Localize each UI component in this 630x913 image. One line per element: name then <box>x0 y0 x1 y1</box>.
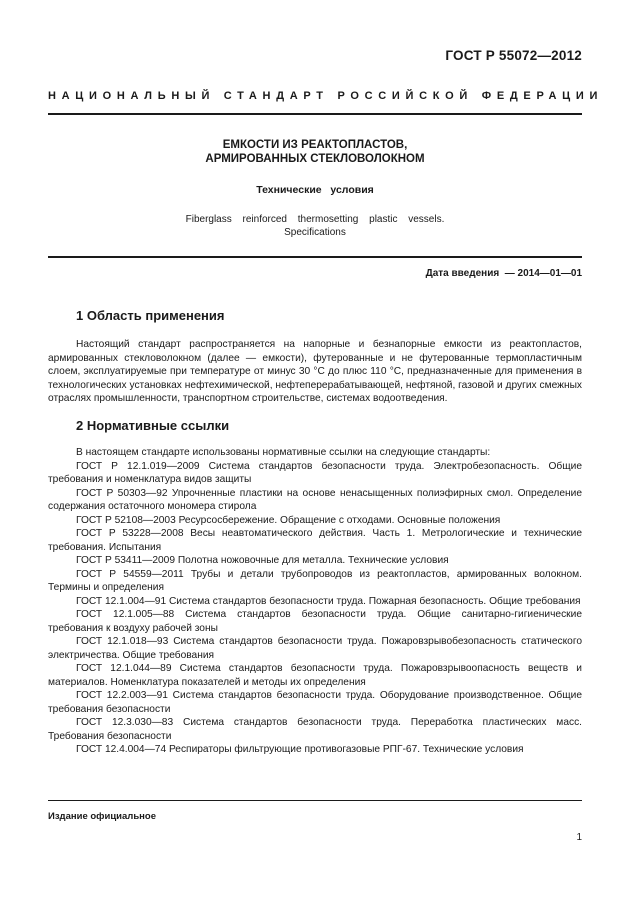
reference-item: В настоящем стандарте использованы нормативные ссылки на следующие стандарты: <box>76 447 491 458</box>
footer-divider <box>48 800 582 801</box>
reference-item: ГОСТ 12.1.004—91 Система стандартов безопасности труда. Пожарная безопасность. Общие требования <box>76 595 581 607</box>
reference-item: ГОСТ Р 50303—92 Упрочненные пластики на основе ненасыщенных полиэфирных смол. Определение содержания остаточного мономера стирола <box>48 487 582 512</box>
reference-item: ГОСТ 12.1.018—93 Система стандартов безопасности труда. Пожаровзрывобезопасность статического электричества. Общие требования <box>48 636 582 661</box>
english-title-line-1: Fiberglass reinforced thermosetting plastic vessels. <box>185 214 445 225</box>
title-divider <box>48 256 582 258</box>
reference-item: ГОСТ Р 12.1.019—2009 Система стандартов безопасности труда. Электробезопасность. Общие требования и номенклатура видов защиты <box>48 460 582 485</box>
header-divider <box>48 113 582 115</box>
introduction-date: Дата введения — 2014—01—01 <box>425 268 582 279</box>
national-standard-banner: НАЦИОНАЛЬНЫЙ СТАНДАРТ РОССИЙСКОЙ ФЕДЕРАЦИИ <box>48 90 604 102</box>
title-block <box>48 138 582 239</box>
section-2-heading: 2 Нормативные ссылки <box>76 418 230 433</box>
reference-item: ГОСТ Р 53228—2008 Весы неавтоматического действия. Часть 1. Метрологические и технические требования. Испытания <box>48 528 582 553</box>
normative-references-list <box>48 446 582 757</box>
document-subtitle: Технические условия <box>256 184 374 196</box>
section-1-paragraph: Настоящий стандарт распространяется на напорные и безнапорные емкости из реактопластов, армированных стекловолокном (далее — емкости), футерованные и не футерованные термопластичным слоем, эксплуатируемые при температуре от минус 30 °С до плюс 110 °С, предназначенные для применения в технологических установках нефтехимической, нефтеперерабатывающей, нефтяной, газовой и других смежных отраслях промышленности, транспортном строительстве, системах водоотведения. <box>48 339 582 404</box>
document-title-line-2: АРМИРОВАННЫХ СТЕКЛОВОЛОКНОМ <box>205 153 425 165</box>
official-edition-label: Издание официальное <box>48 811 156 822</box>
reference-item: ГОСТ Р 54559—2011 Трубы и детали трубопроводов из реактопластов, армированных волокном. Термины и определения <box>48 568 582 593</box>
reference-item: ГОСТ Р 53411—2009 Полотна ножовочные для металла. Технические условия <box>76 555 449 566</box>
section-1-heading: 1 Область применения <box>76 308 225 323</box>
english-title-line-2: Specifications <box>284 227 346 238</box>
reference-item: ГОСТ Р 52108—2003 Ресурсосбережение. Обращение с отходами. Основные положения <box>76 514 501 526</box>
reference-item: ГОСТ 12.1.005—88 Система стандартов безопасности труда. Общие санитарно-гигиенические требования к воздуху рабочей зоны <box>48 609 582 634</box>
standard-code: ГОСТ Р 55072—2012 <box>445 48 582 63</box>
reference-item: ГОСТ 12.1.044—89 Система стандартов безопасности труда. Пожаровзрывоопасность веществ и материалов. Номенклатура показателей и методы их определения <box>48 663 582 688</box>
reference-item: ГОСТ 12.4.004—74 Респираторы фильтрующие противогазовые РПГ-67. Технические условия <box>76 744 524 755</box>
section-1-text <box>48 338 582 406</box>
document-title-line-1: ЕМКОСТИ ИЗ РЕАКТОПЛАСТОВ, <box>222 139 408 151</box>
reference-item: ГОСТ 12.2.003—91 Система стандартов безопасности труда. Оборудование производственное. Общие требования безопасности <box>48 690 582 715</box>
page-number: 1 <box>576 832 582 843</box>
reference-item: ГОСТ 12.3.030—83 Система стандартов безопасности труда. Переработка пластических масс. Требования безопасности <box>48 717 582 742</box>
